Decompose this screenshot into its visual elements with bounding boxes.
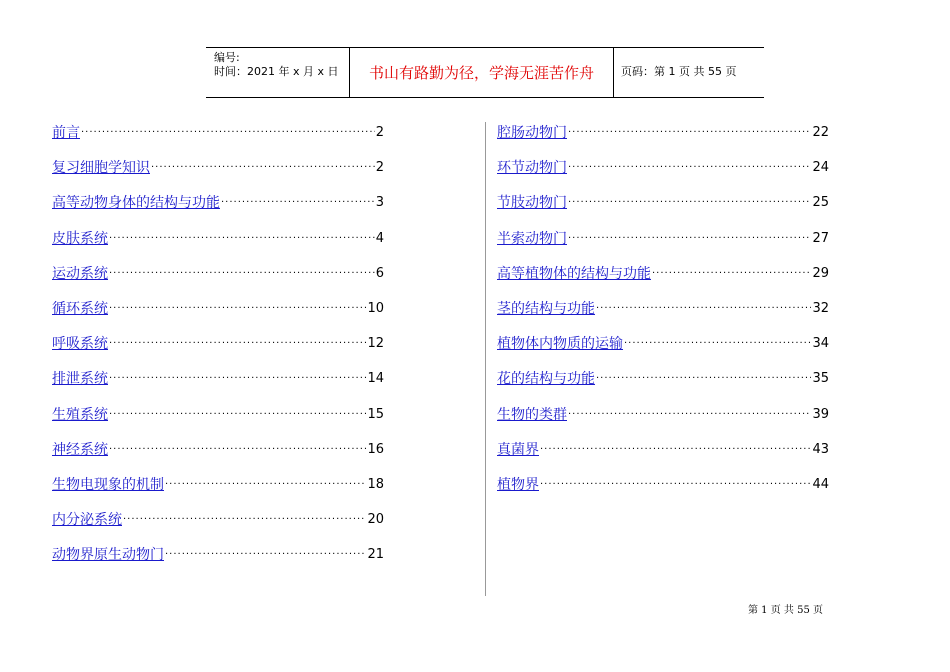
toc-entry[interactable] bbox=[497, 229, 829, 264]
toc-dot-leader bbox=[109, 369, 366, 389]
toc-entry[interactable] bbox=[52, 545, 384, 580]
toc-entry[interactable] bbox=[497, 158, 829, 193]
toc-dot-leader bbox=[123, 510, 366, 530]
toc-dot-leader bbox=[109, 299, 366, 319]
toc-entry[interactable] bbox=[52, 334, 384, 369]
toc-entry-link[interactable]: 内分泌系统 bbox=[52, 512, 122, 529]
toc-dot-leader bbox=[540, 440, 811, 460]
toc-entry-link[interactable]: 生物的类群 bbox=[497, 406, 567, 423]
toc-entry-link[interactable]: 高等动物身体的结构与功能 bbox=[52, 195, 220, 212]
toc-page-number: 16 bbox=[367, 441, 384, 457]
toc-page-number: 35 bbox=[812, 371, 829, 387]
toc-page-number: 2 bbox=[375, 160, 384, 176]
toc-page-number: 39 bbox=[812, 406, 829, 422]
time-label: 时间：2021 年 x 月 x 日 bbox=[214, 65, 339, 78]
column-divider bbox=[485, 122, 486, 596]
header-meta-cell bbox=[206, 48, 349, 97]
toc-page-number: 34 bbox=[812, 336, 829, 352]
toc-entry[interactable] bbox=[497, 123, 829, 158]
toc-left-column bbox=[52, 123, 384, 580]
toc-dot-leader bbox=[568, 123, 811, 143]
page-code: 页码：第 1 页 共 55 页 bbox=[621, 65, 737, 78]
toc-dot-leader bbox=[596, 299, 811, 319]
header-motto-cell bbox=[349, 48, 614, 97]
toc-right-column bbox=[497, 123, 829, 510]
toc-page-number: 20 bbox=[367, 512, 384, 528]
toc-entry[interactable] bbox=[52, 264, 384, 299]
toc-page-number: 3 bbox=[375, 195, 384, 211]
toc-page-number: 43 bbox=[812, 441, 829, 457]
toc-dot-leader bbox=[109, 229, 375, 249]
toc-page-number: 2 bbox=[375, 125, 384, 140]
toc-entry[interactable] bbox=[497, 475, 829, 510]
toc-page-number: 18 bbox=[367, 476, 384, 492]
toc-page-number: 6 bbox=[375, 265, 384, 281]
toc-entry-link[interactable]: 高等植物体的结构与功能 bbox=[497, 265, 651, 282]
toc-entry-link[interactable]: 半索动物门 bbox=[497, 230, 567, 247]
toc-entry-link[interactable]: 动物界原生动物门 bbox=[52, 547, 164, 564]
toc-entry-link[interactable]: 真菌界 bbox=[497, 441, 539, 458]
document-header bbox=[206, 47, 764, 98]
toc-page-number: 32 bbox=[812, 300, 829, 316]
toc-entry-link[interactable]: 循环系统 bbox=[52, 300, 108, 317]
toc-entry[interactable] bbox=[52, 369, 384, 404]
toc-page-number: 24 bbox=[812, 160, 829, 176]
toc-page-number: 22 bbox=[812, 125, 829, 140]
toc-dot-leader bbox=[109, 440, 366, 460]
toc-page-number: 12 bbox=[367, 336, 384, 352]
toc-entry-link[interactable]: 生物电现象的机制 bbox=[52, 476, 164, 493]
toc-dot-leader bbox=[165, 545, 366, 565]
toc-dot-leader bbox=[624, 334, 811, 354]
toc-dot-leader bbox=[596, 369, 811, 389]
toc-entry[interactable] bbox=[52, 440, 384, 475]
toc-entry-link[interactable]: 前言 bbox=[52, 125, 80, 141]
toc-entry-link[interactable]: 茎的结构与功能 bbox=[497, 300, 595, 317]
toc-dot-leader bbox=[568, 193, 811, 213]
toc-entry-link[interactable]: 神经系统 bbox=[52, 441, 108, 458]
toc-entry[interactable] bbox=[497, 299, 829, 334]
toc-entry[interactable] bbox=[52, 123, 384, 158]
toc-dot-leader bbox=[568, 229, 811, 249]
toc-entry[interactable] bbox=[497, 440, 829, 475]
toc-entry[interactable] bbox=[497, 264, 829, 299]
toc-dot-leader bbox=[109, 264, 375, 284]
toc-dot-leader bbox=[109, 405, 366, 425]
motto-text: 书山有路勤为径，学海无涯苦作舟 bbox=[368, 64, 594, 82]
toc-dot-leader bbox=[221, 193, 375, 213]
toc-dot-leader bbox=[151, 158, 375, 178]
toc-dot-leader bbox=[81, 123, 375, 143]
toc-entry[interactable] bbox=[52, 405, 384, 440]
toc-entry[interactable] bbox=[52, 158, 384, 193]
toc-page-number: 29 bbox=[812, 265, 829, 281]
toc-dot-leader bbox=[568, 158, 811, 178]
toc-dot-leader bbox=[652, 264, 811, 284]
toc-entry-link[interactable]: 节肢动物门 bbox=[497, 195, 567, 212]
toc-entry-link[interactable]: 植物界 bbox=[497, 476, 539, 493]
toc-entry-link[interactable]: 排泄系统 bbox=[52, 371, 108, 388]
toc-entry-link[interactable]: 植物体内物质的运输 bbox=[497, 336, 623, 353]
toc-entry-link[interactable]: 呼吸系统 bbox=[52, 336, 108, 353]
serial-label: 编号: bbox=[214, 51, 240, 64]
toc-entry-link[interactable]: 复习细胞学知识 bbox=[52, 160, 150, 177]
toc-entry[interactable] bbox=[497, 334, 829, 369]
header-page-cell bbox=[613, 48, 764, 97]
toc-entry-link[interactable]: 生殖系统 bbox=[52, 406, 108, 423]
toc-entry[interactable] bbox=[497, 369, 829, 404]
toc-page-number: 27 bbox=[812, 230, 829, 246]
toc-entry[interactable] bbox=[497, 405, 829, 440]
toc-entry[interactable] bbox=[52, 510, 384, 545]
toc-page-number: 10 bbox=[367, 300, 384, 316]
toc-page-number: 25 bbox=[812, 195, 829, 211]
toc-entry-link[interactable]: 皮肤系统 bbox=[52, 230, 108, 247]
toc-entry-link[interactable]: 运动系统 bbox=[52, 265, 108, 282]
toc-page-number: 21 bbox=[367, 547, 384, 563]
toc-entry[interactable] bbox=[497, 193, 829, 228]
toc-dot-leader bbox=[568, 405, 811, 425]
toc-page-number: 4 bbox=[375, 230, 384, 246]
toc-entry[interactable] bbox=[52, 193, 384, 228]
toc-page-number: 15 bbox=[367, 406, 384, 422]
toc-entry[interactable] bbox=[52, 299, 384, 334]
toc-dot-leader bbox=[540, 475, 811, 495]
toc-entry[interactable] bbox=[52, 475, 384, 510]
toc-dot-leader bbox=[109, 334, 366, 354]
toc-entry-link[interactable]: 腔肠动物门 bbox=[497, 125, 567, 141]
toc-entry[interactable] bbox=[52, 229, 384, 264]
toc-page-number: 44 bbox=[812, 476, 829, 492]
toc-dot-leader bbox=[165, 475, 366, 495]
toc-entry-link[interactable]: 环节动物门 bbox=[497, 160, 567, 177]
toc-entry-link[interactable]: 花的结构与功能 bbox=[497, 371, 595, 388]
toc-page-number: 14 bbox=[367, 371, 384, 387]
page-footer: 第 1 页 共 55 页 bbox=[748, 605, 823, 616]
